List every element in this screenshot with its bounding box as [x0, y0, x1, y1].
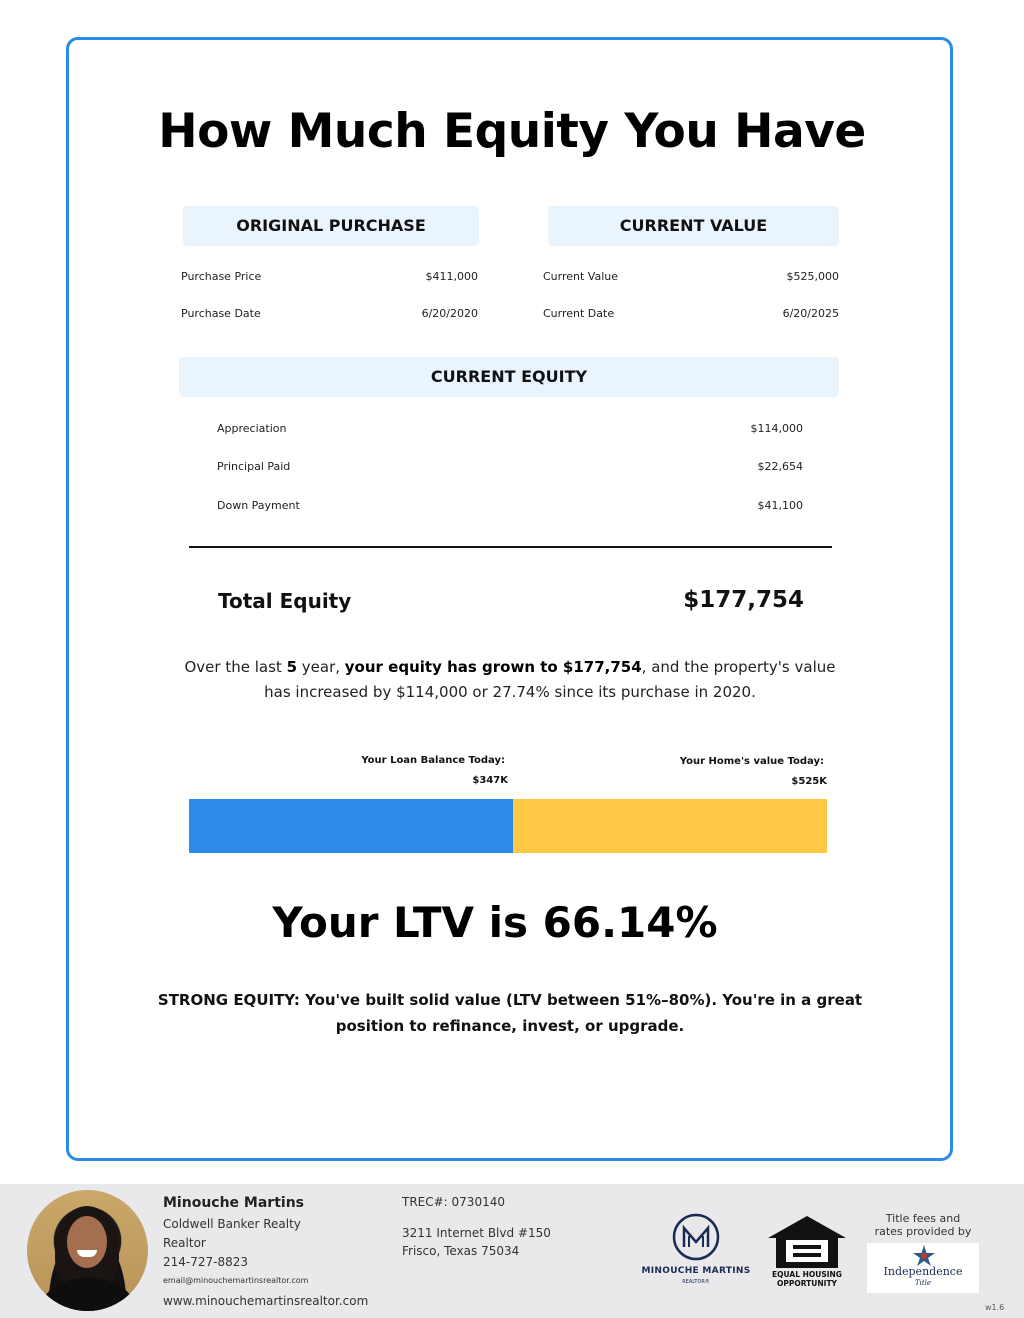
purchase-date-label: Purchase Date — [181, 307, 261, 320]
home-value-label: Your Home's value Today: — [679, 756, 824, 767]
summary-part2: year, — [297, 658, 345, 676]
current-value-label: Current Value — [543, 270, 619, 283]
address-line2: Frisco, Texas 75034 — [402, 1244, 520, 1258]
down-payment-label: Down Payment — [217, 499, 300, 512]
equity-summary — [150, 655, 870, 705]
agent-role: Realtor — [163, 1236, 206, 1250]
agent-name: Minouche Martins — [163, 1195, 304, 1211]
equity-strength-message — [150, 987, 870, 1039]
loan-balance-label: Your Loan Balance Today: — [361, 755, 505, 766]
agent-photo — [27, 1190, 148, 1311]
strength-line1: STRONG EQUITY: You've built solid value (LTV between 51%–80%). You're in a great — [157, 991, 863, 1009]
summary-part3: , and the property's value — [641, 658, 836, 676]
loan-balance-bar — [189, 799, 513, 853]
title-fees-line2: rates provided by — [874, 1225, 972, 1238]
home-value-bar — [513, 799, 827, 853]
purchase-date-value: 6/20/2020 — [421, 307, 478, 320]
star-icon — [912, 1245, 936, 1267]
equal-housing-text — [760, 1270, 854, 1288]
current-value-value: $525,000 — [786, 270, 839, 283]
principal-paid-value: $22,654 — [757, 460, 803, 473]
agent-phone[interactable]: 214-727-8823 — [163, 1255, 249, 1269]
appreciation-label: Appreciation — [217, 422, 287, 435]
equal-housing-icon — [766, 1214, 848, 1270]
summary-bold: your equity has grown to $177,754 — [344, 658, 642, 676]
strength-line2: position to refinance, invest, or upgrade. — [335, 1017, 685, 1035]
logo-sub: REALTOR® — [682, 1279, 710, 1285]
agent-email[interactable]: email@minouchemartinsrealtor.com — [163, 1276, 309, 1285]
divider — [189, 546, 832, 548]
ltv-headline: Your LTV is 66.14% — [272, 898, 718, 947]
eho-line1: EQUAL HOUSING — [772, 1270, 842, 1279]
purchase-price-label: Purchase Price — [181, 270, 262, 283]
current-equity-heading: CURRENT EQUITY — [179, 357, 839, 397]
home-value-value: $525K — [791, 776, 827, 787]
down-payment-value: $41,100 — [757, 499, 803, 512]
trec-number: TREC#: 0730140 — [402, 1195, 505, 1209]
logo-name: MINOUCHE MARTINS — [641, 1266, 751, 1276]
title-fees-line1: Title fees and — [885, 1212, 961, 1225]
eho-line2: OPPORTUNITY — [776, 1279, 837, 1288]
title-company-name: Independence — [883, 1265, 963, 1278]
summary-line2: has increased by $114,000 or 27.74% since its purchase in 2020. — [264, 683, 756, 701]
title-company-sub: Title — [914, 1279, 932, 1287]
agent-brokerage: Coldwell Banker Realty — [163, 1217, 301, 1231]
total-equity-label: Total Equity — [218, 589, 352, 613]
title-fees-note — [868, 1212, 978, 1238]
address-line1: 3211 Internet Blvd #150 — [402, 1226, 551, 1240]
total-equity-value: $177,754 — [683, 587, 804, 613]
version-tag: w1.6 — [985, 1303, 1005, 1312]
minouche-martins-logo-icon — [671, 1212, 721, 1262]
purchase-price-value: $411,000 — [425, 270, 478, 283]
appreciation-value: $114,000 — [750, 422, 803, 435]
summary-part1: Over the last — [184, 658, 287, 676]
principal-paid-label: Principal Paid — [217, 460, 291, 473]
page-title: How Much Equity You Have — [158, 104, 866, 159]
current-date-label: Current Date — [543, 307, 615, 320]
original-purchase-heading: ORIGINAL PURCHASE — [183, 206, 479, 246]
current-value-heading: CURRENT VALUE — [548, 206, 839, 246]
summary-years: 5 — [286, 658, 297, 676]
loan-balance-value: $347K — [472, 775, 508, 786]
current-date-value: 6/20/2025 — [782, 307, 839, 320]
agent-website[interactable]: www.minouchemartinsrealtor.com — [163, 1294, 369, 1308]
